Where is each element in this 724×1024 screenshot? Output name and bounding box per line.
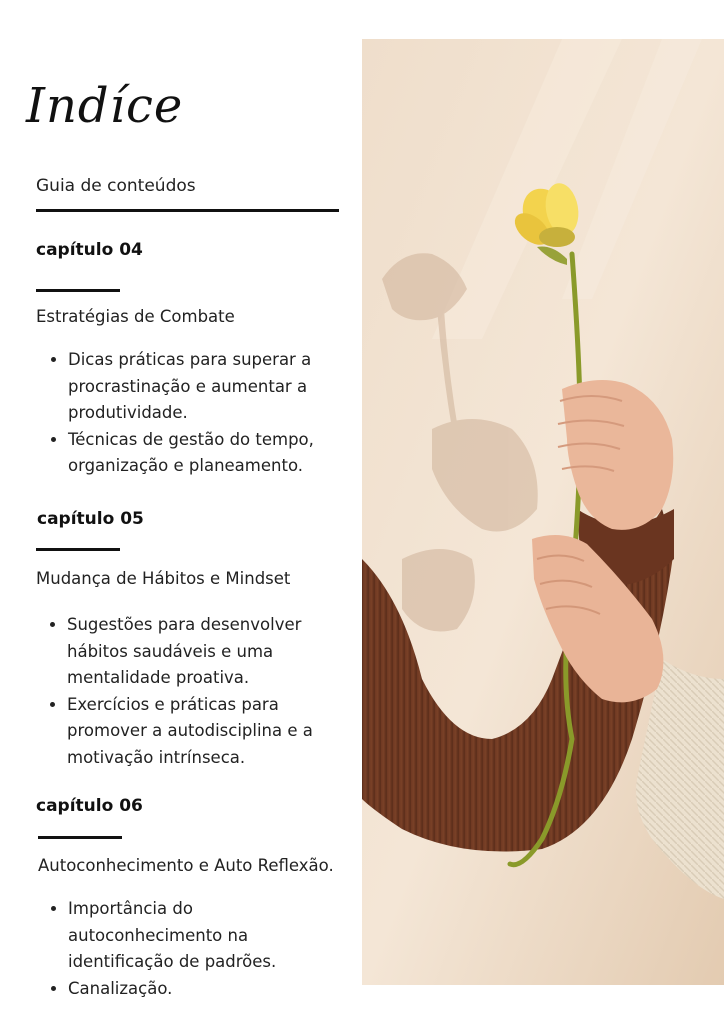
chapter-divider [36, 289, 120, 292]
hands-holding-flower-photo [362, 39, 724, 985]
chapter-label: capítulo 04 [36, 240, 143, 260]
list-item: • Técnicas de gestão do tempo, organização e planeamento. [68, 427, 358, 480]
chapter-label: capítulo 05 [37, 509, 144, 529]
chapter-label: capítulo 06 [36, 796, 143, 816]
page-title: Indíce [26, 78, 184, 134]
chapter-divider [36, 548, 120, 551]
chapter-divider [38, 836, 122, 839]
section-title: Estratégias de Combate [36, 307, 235, 326]
list-item: • Exercícios e práticas para promover a autodisciplina e a motivação intrínseca. [67, 692, 347, 772]
list-item: • Importância do autoconhecimento na identificação de padrões. [68, 896, 338, 976]
list-item: • Canalização. [68, 976, 338, 1003]
bullet-list [36, 896, 338, 1002]
section-title: Autoconhecimento e Auto Reflexão. [38, 856, 334, 875]
bullet-list [36, 347, 358, 480]
title-divider [36, 209, 339, 212]
page-subtitle: Guia de conteúdos [36, 176, 196, 196]
list-item: • Dicas práticas para superar a procrastinação e aumentar a produtividade. [68, 347, 358, 427]
section-title: Mudança de Hábitos e Mindset [36, 569, 291, 588]
bullet-list [35, 612, 347, 771]
list-item: • Sugestões para desenvolver hábitos saudáveis e uma mentalidade proativa. [67, 612, 347, 692]
